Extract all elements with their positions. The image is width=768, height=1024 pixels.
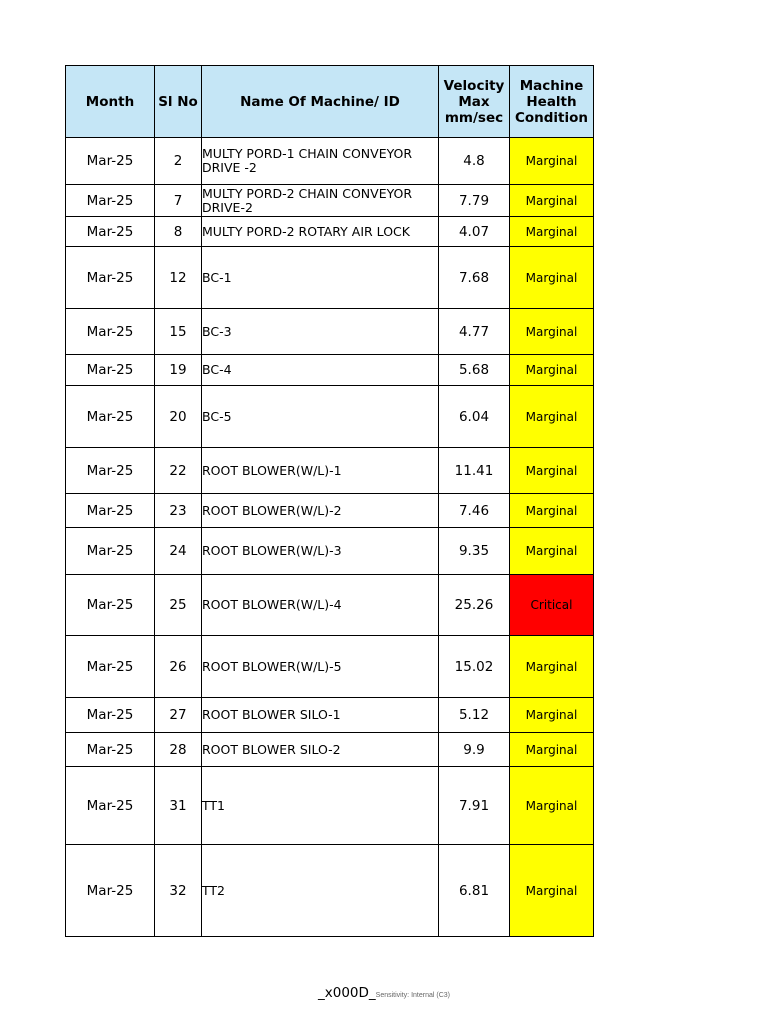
table-row: [66, 185, 594, 217]
machine-name-line1: TT1: [202, 797, 226, 813]
table-row: [66, 448, 594, 494]
table-row: [66, 217, 594, 247]
health-condition-cell: Marginal: [510, 845, 594, 937]
sl-no-cell: 24: [155, 528, 202, 575]
machine-name-cell: [202, 494, 439, 528]
machine-name-cell: [202, 698, 439, 733]
health-condition-cell: Marginal: [510, 494, 594, 528]
footer-code: _x000D_: [318, 985, 376, 1001]
footer-sensitivity-label: Sensitivity: Internal (C3): [375, 992, 450, 999]
sl-no-cell: 27: [155, 698, 202, 733]
machine-health-table: [65, 65, 594, 937]
machine-name-line1: TT2: [202, 882, 226, 898]
velocity-cell: 11.41: [439, 448, 510, 494]
sl-no-cell: 8: [155, 217, 202, 247]
table-row: [66, 636, 594, 698]
header-health-line3: Condition: [514, 109, 589, 126]
machine-name-cell: [202, 636, 439, 698]
health-condition-cell: Marginal: [510, 309, 594, 355]
header-machine-name: Name Of Machine/ ID: [202, 66, 439, 138]
machine-name-cell: [202, 733, 439, 767]
machine-name-cell: [202, 528, 439, 575]
table-body: [66, 138, 594, 937]
machine-name-line1: MULTY PORD-1 CHAIN CONVEYOR: [202, 146, 413, 161]
month-cell: Mar-25: [66, 845, 155, 937]
health-condition-cell: Marginal: [510, 448, 594, 494]
month-cell: Mar-25: [66, 698, 155, 733]
table-row: [66, 698, 594, 733]
machine-name-cell: [202, 309, 439, 355]
machine-name-cell: [202, 575, 439, 636]
sl-no-cell: 23: [155, 494, 202, 528]
month-cell: Mar-25: [66, 494, 155, 528]
health-condition-cell: Marginal: [510, 185, 594, 217]
velocity-cell: 6.04: [439, 386, 510, 448]
table-row: [66, 247, 594, 309]
machine-name-line1: ROOT BLOWER SILO-2: [202, 741, 341, 757]
health-condition-cell: Marginal: [510, 138, 594, 185]
machine-name-line1: ROOT BLOWER(W/L)-3: [202, 543, 342, 558]
sl-no-cell: 12: [155, 247, 202, 309]
machine-name-line1: BC-5: [202, 408, 232, 424]
machine-name-line1: BC-4: [202, 362, 232, 377]
machine-name-line1: ROOT BLOWER SILO-1: [202, 707, 341, 722]
month-cell: Mar-25: [66, 733, 155, 767]
velocity-cell: 25.26: [439, 575, 510, 636]
header-velocity-line2: Max: [458, 93, 490, 110]
machine-name-cell: [202, 217, 439, 247]
header-health-line1: Machine: [519, 77, 584, 94]
month-cell: Mar-25: [66, 448, 155, 494]
sl-no-cell: 31: [155, 767, 202, 845]
sl-no-cell: 25: [155, 575, 202, 636]
month-cell: Mar-25: [66, 247, 155, 309]
month-cell: Mar-25: [66, 575, 155, 636]
machine-name-cell: [202, 247, 439, 309]
table-row: [66, 845, 594, 937]
machine-name-line2: DRIVE-2: [202, 199, 253, 215]
sl-no-cell: 7: [155, 185, 202, 217]
machine-name-cell: [202, 138, 439, 185]
machine-name-line1: ROOT BLOWER(W/L)-4: [202, 597, 342, 612]
sl-no-cell: 19: [155, 355, 202, 386]
velocity-cell: 4.77: [439, 309, 510, 355]
table-row: [66, 494, 594, 528]
health-condition-cell: Marginal: [510, 528, 594, 575]
velocity-cell: 4.07: [439, 217, 510, 247]
month-cell: Mar-25: [66, 636, 155, 698]
health-condition-cell: Critical: [510, 575, 594, 636]
machine-name-cell: [202, 355, 439, 386]
velocity-cell: 9.9: [439, 733, 510, 767]
table-row: [66, 386, 594, 448]
sl-no-cell: 26: [155, 636, 202, 698]
month-cell: Mar-25: [66, 767, 155, 845]
sl-no-cell: 15: [155, 309, 202, 355]
header-velocity-line3: mm/sec: [444, 109, 504, 126]
header-velocity: [439, 66, 510, 138]
velocity-cell: 7.91: [439, 767, 510, 845]
table-header-row: [66, 66, 594, 138]
sl-no-cell: 20: [155, 386, 202, 448]
header-sl-no: Sl No: [155, 66, 202, 138]
sl-no-cell: 2: [155, 138, 202, 185]
header-velocity-line1: Velocity: [443, 77, 505, 94]
machine-name-line1: MULTY PORD-2 CHAIN CONVEYOR: [202, 185, 413, 201]
health-condition-cell: Marginal: [510, 698, 594, 733]
machine-name-line1: ROOT BLOWER(W/L)-1: [202, 462, 342, 478]
machine-name-line1: ROOT BLOWER(W/L)-5: [202, 658, 342, 674]
sl-no-cell: 28: [155, 733, 202, 767]
table-row: [66, 138, 594, 185]
health-condition-cell: Marginal: [510, 386, 594, 448]
health-condition-cell: Marginal: [510, 636, 594, 698]
health-condition-cell: Marginal: [510, 355, 594, 386]
velocity-cell: 15.02: [439, 636, 510, 698]
header-month: Month: [66, 66, 155, 138]
month-cell: Mar-25: [66, 528, 155, 575]
machine-name-line1: BC-3: [202, 323, 232, 339]
table-row: [66, 767, 594, 845]
month-cell: Mar-25: [66, 355, 155, 386]
machine-name-line1: BC-1: [202, 269, 232, 285]
machine-name-line2: DRIVE -2: [202, 160, 257, 175]
table-row: [66, 528, 594, 575]
velocity-cell: 5.12: [439, 698, 510, 733]
machine-name-line1: MULTY PORD-2 ROTARY AIR LOCK: [202, 223, 410, 239]
machine-name-cell: [202, 767, 439, 845]
table-row: [66, 575, 594, 636]
velocity-cell: 9.35: [439, 528, 510, 575]
header-health-condition: [510, 66, 594, 138]
machine-name-cell: [202, 185, 439, 217]
table-row: [66, 355, 594, 386]
month-cell: Mar-25: [66, 309, 155, 355]
health-condition-cell: Marginal: [510, 217, 594, 247]
month-cell: Mar-25: [66, 185, 155, 217]
machine-name-cell: [202, 845, 439, 937]
velocity-cell: 5.68: [439, 355, 510, 386]
machine-name-cell: [202, 386, 439, 448]
health-condition-cell: Marginal: [510, 247, 594, 309]
velocity-cell: 7.79: [439, 185, 510, 217]
month-cell: Mar-25: [66, 217, 155, 247]
machine-name-line1: ROOT BLOWER(W/L)-2: [202, 502, 342, 518]
velocity-cell: 4.8: [439, 138, 510, 185]
health-condition-cell: Marginal: [510, 767, 594, 845]
velocity-cell: 6.81: [439, 845, 510, 937]
table-row: [66, 309, 594, 355]
table-row: [66, 733, 594, 767]
health-condition-cell: Marginal: [510, 733, 594, 767]
month-cell: Mar-25: [66, 138, 155, 185]
sl-no-cell: 22: [155, 448, 202, 494]
footer: [0, 982, 768, 1001]
velocity-cell: 7.46: [439, 494, 510, 528]
machine-name-cell: [202, 448, 439, 494]
month-cell: Mar-25: [66, 386, 155, 448]
velocity-cell: 7.68: [439, 247, 510, 309]
sl-no-cell: 32: [155, 845, 202, 937]
header-health-line2: Health: [526, 93, 577, 110]
